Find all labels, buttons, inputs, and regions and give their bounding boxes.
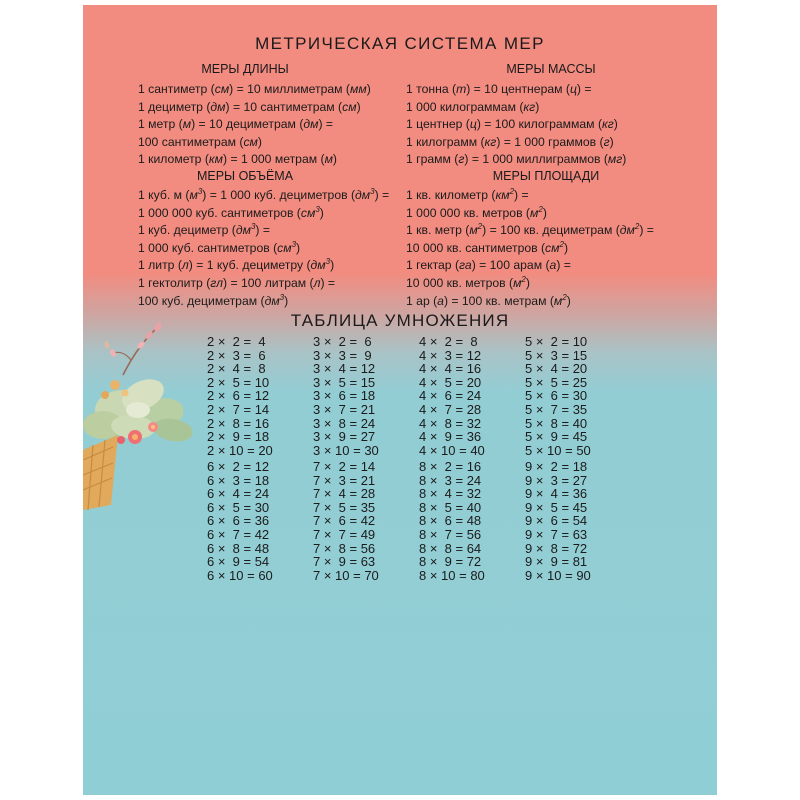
- multiplication-row: 7 × 9 = 63: [313, 554, 376, 570]
- multiplication-row: 8 × 2 = 16: [419, 459, 482, 474]
- multiplication-row: 8 × 9 = 72: [419, 554, 482, 570]
- length-heading: МЕРЫ ДЛИНЫ: [201, 62, 289, 76]
- multiplication-row: 5 × 7 = 35: [525, 401, 588, 417]
- multiplication-row: 2 × 9 = 18: [207, 429, 270, 445]
- definition-line: 1 кв. километр $(км^2)$ =: [406, 186, 529, 202]
- multiplication-column-4: [419, 335, 485, 457]
- multiplication-row: 5 × 6 = 30: [525, 388, 588, 404]
- multiplication-row: 4 × 4 = 16: [419, 361, 482, 377]
- definition-line: 10 000 кв. сантиметров $(см^2)$: [406, 239, 569, 255]
- multiplication-row: 9 × 8 = 72: [525, 540, 588, 556]
- definition-line: 1 тонна (т) = 10 центнерам (ц) =: [406, 82, 592, 96]
- multiplication-column-7: [313, 460, 379, 582]
- multiplication-row: 4 × 2 = 8: [419, 334, 478, 349]
- multiplication-row: 9 × 3 = 27: [525, 472, 588, 488]
- multiplication-row: 4 × 10 = 40: [419, 442, 485, 458]
- multiplication-row: 6 × 9 = 54: [207, 554, 270, 570]
- multiplication-row: 2 × 4 = 8: [207, 361, 266, 377]
- multiplication-row: 3 × 10 = 30: [313, 442, 379, 458]
- length-lines: [138, 81, 371, 169]
- multiplication-row: 6 × 4 = 24: [207, 486, 270, 502]
- multiplication-row: 7 × 10 = 70: [313, 567, 379, 583]
- multiplication-column-6: [207, 460, 273, 582]
- volume-lines: [138, 187, 389, 310]
- multiplication-row: 3 × 8 = 24: [313, 415, 376, 431]
- multiplication-row: 3 × 5 = 15: [313, 374, 376, 390]
- definition-line: 1 000 000 кв. метров $(м^2)$: [406, 204, 547, 220]
- multiplication-row: 3 × 7 = 21: [313, 401, 376, 417]
- multiplication-column-8: [419, 460, 485, 582]
- multiplication-row: 4 × 5 = 20: [419, 374, 482, 390]
- multiplication-row: 6 × 8 = 48: [207, 540, 270, 556]
- multiplication-row: 5 × 9 = 45: [525, 429, 588, 445]
- page-title: МЕТРИЧЕСКАЯ СИСТЕМА МЕР: [255, 34, 545, 53]
- definition-line: 1 000 000 куб. сантиметров $(см^3)$: [138, 204, 324, 220]
- definition-line: 1 сантиметр (см) = 10 миллиметрам (мм): [138, 82, 371, 96]
- definition-line: 100 куб. дециметрам $(дм^3)$: [138, 292, 289, 308]
- multiplication-row: 8 × 6 = 48: [419, 513, 482, 529]
- sheet: [83, 5, 717, 795]
- multiplication-row: 3 × 3 = 9: [313, 347, 372, 363]
- definition-line: 1 километр (км) = 1 000 метрам (м): [138, 152, 337, 167]
- multiplication-row: 7 × 2 = 14: [313, 459, 376, 474]
- definition-line: 10 000 кв. метров $(м^2)$: [406, 274, 530, 290]
- multiplication-row: 4 × 8 = 32: [419, 415, 482, 431]
- multiplication-row: 5 × 5 = 25: [525, 374, 588, 390]
- definition-line: 1 дециметр (дм) = 10 сантиметрам (см): [138, 99, 361, 114]
- multiplication-row: 4 × 7 = 28: [419, 401, 482, 417]
- multiplication-row: 6 × 7 = 42: [207, 526, 270, 542]
- multiplication-row: 7 × 5 = 35: [313, 499, 376, 515]
- flower-illustration: [83, 315, 198, 515]
- multiplication-row: 8 × 10 = 80: [419, 567, 485, 583]
- multiplication-column-9: [525, 460, 591, 582]
- multiplication-row: 4 × 9 = 36: [419, 429, 482, 445]
- multiplication-row: 9 × 2 = 18: [525, 459, 588, 474]
- multiplication-row: 3 × 4 = 12: [313, 361, 376, 377]
- multiplication-column-3: [313, 335, 379, 457]
- multiplication-row: 8 × 4 = 32: [419, 486, 482, 502]
- multiplication-row: 8 × 8 = 64: [419, 540, 482, 556]
- multiplication-row: 3 × 9 = 27: [313, 429, 376, 445]
- definition-line: 1 центнер (ц) = 100 килограммам (кг): [406, 117, 618, 132]
- multiplication-row: 9 × 5 = 45: [525, 499, 588, 515]
- definition-line: 1 куб. м $(м^3) = 1$ 000 куб. дециметров $(дм^3)$ =: [138, 186, 390, 202]
- definition-line: 1 метр (м) = 10 дециметрам (дм) =: [138, 117, 334, 132]
- area-heading: МЕРЫ ПЛОЩАДИ: [492, 169, 600, 183]
- multiplication-row: 8 × 3 = 24: [419, 472, 482, 488]
- volume-heading: МЕРЫ ОБЪЁМА: [196, 169, 294, 183]
- multiplication-row: 3 × 6 = 18: [313, 388, 376, 404]
- multiplication-row: 6 × 3 = 18: [207, 472, 270, 488]
- definition-line: 1 000 килограммам (кг): [406, 99, 540, 114]
- multiplication-row: 2 × 3 = 6: [207, 347, 266, 363]
- multiplication-row: 6 × 6 = 36: [207, 513, 270, 529]
- multiplication-row: 6 × 2 = 12: [207, 459, 270, 474]
- multiplication-row: 7 × 4 = 28: [313, 486, 376, 502]
- multiplication-row: 7 × 7 = 49: [313, 526, 376, 542]
- definition-line: 1 ар (а) = 100 кв. метрам $(м^2)$: [406, 292, 571, 308]
- multiplication-row: 5 × 3 = 15: [525, 347, 588, 363]
- multiplication-row: 6 × 5 = 30: [207, 499, 270, 515]
- multiplication-row: 5 × 8 = 40: [525, 415, 588, 431]
- multiplication-column-2: [207, 335, 273, 457]
- multiplication-row: 2 × 8 = 16: [207, 415, 270, 431]
- definition-line: 1 кв. метр $(м^2) = 100$ кв. дециметрам $(дм^2)$ =: [406, 222, 654, 238]
- mass-heading: МЕРЫ МАССЫ: [506, 62, 596, 76]
- area-lines: [406, 187, 654, 310]
- multiplication-row: 7 × 3 = 21: [313, 472, 376, 488]
- definition-line: 1 гектолитр (гл) = 100 литрам (л) =: [138, 275, 336, 290]
- multiplication-row: 9 × 4 = 36: [525, 486, 588, 502]
- definition-line: 1 000 куб. сантиметров $(см^3)$: [138, 239, 301, 255]
- multiplication-row: 4 × 6 = 24: [419, 388, 482, 404]
- definition-line: 1 гектар (га) = 100 арам (а) =: [406, 258, 571, 273]
- multiplication-row: 9 × 7 = 63: [525, 526, 588, 542]
- multiplication-row: 6 × 10 = 60: [207, 567, 273, 583]
- multiplication-row: 2 × 10 = 20: [207, 442, 273, 458]
- multiplication-row: 2 × 7 = 14: [207, 401, 270, 417]
- multiplication-row: 5 × 10 = 50: [525, 442, 591, 458]
- multiplication-row: 8 × 7 = 56: [419, 526, 482, 542]
- multiplication-row: 4 × 3 = 12: [419, 347, 482, 363]
- multiplication-row: 9 × 6 = 54: [525, 513, 588, 529]
- multiplication-row: 8 × 5 = 40: [419, 499, 482, 515]
- definition-line: 1 литр (л) = 1 куб. дециметру $(дм^3)$: [138, 257, 335, 273]
- definition-line: 100 сантиметрам (см): [138, 134, 262, 149]
- multiplication-row: 2 × 6 = 12: [207, 388, 270, 404]
- multiplication-title: ТАБЛИЦА УМНОЖЕНИЯ: [290, 311, 510, 330]
- multiplication-row: 5 × 4 = 20: [525, 361, 588, 377]
- definition-line: 1 килограмм (кг) = 1 000 граммов (г): [406, 134, 614, 149]
- multiplication-row: 7 × 6 = 42: [313, 513, 376, 529]
- definition-line: 1 грамм (г) = 1 000 миллиграммов (мг): [406, 152, 627, 167]
- mass-lines: [406, 81, 626, 169]
- multiplication-row: 3 × 2 = 6: [313, 334, 372, 349]
- definition-line: 1 куб. дециметр $(дм^3)$ =: [138, 222, 270, 238]
- multiplication-column-5: [525, 335, 591, 457]
- multiplication-row: 9 × 9 = 81: [525, 554, 588, 570]
- multiplication-row: 9 × 10 = 90: [525, 567, 591, 583]
- multiplication-row: 2 × 2 = 4: [207, 334, 266, 349]
- multiplication-row: 7 × 8 = 56: [313, 540, 376, 556]
- multiplication-row: 2 × 5 = 10: [207, 374, 270, 390]
- multiplication-row: 5 × 2 = 10: [525, 334, 588, 349]
